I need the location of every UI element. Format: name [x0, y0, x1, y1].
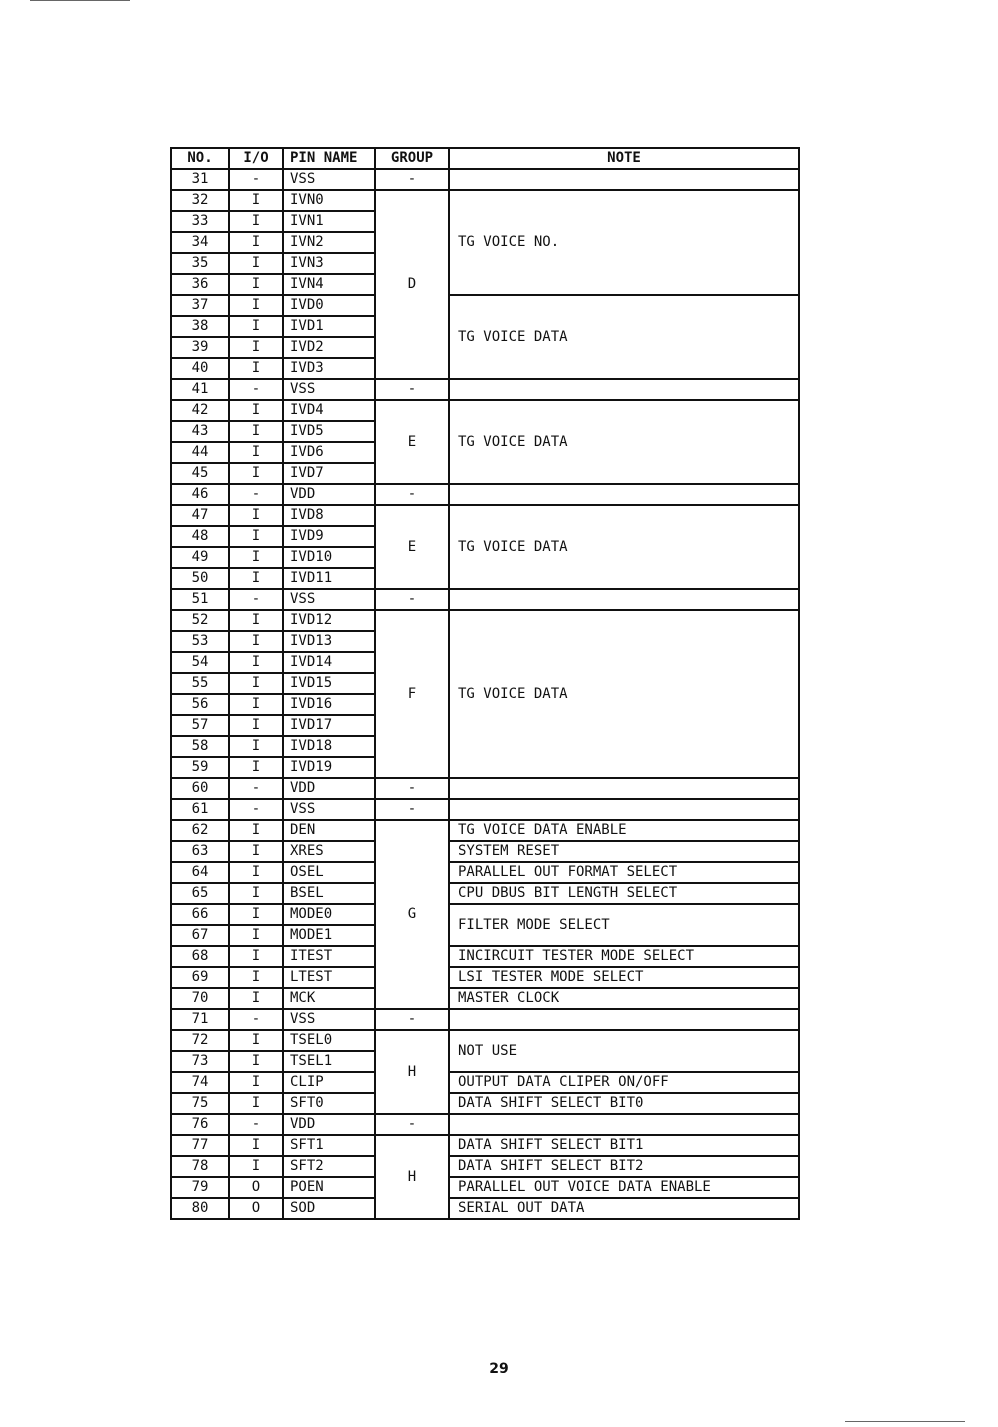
- pin-name-cell: TSEL0: [283, 1030, 375, 1051]
- io-cell: I: [229, 1156, 283, 1177]
- io-cell: I: [229, 673, 283, 694]
- table-row: [171, 778, 799, 799]
- note-cell: LSI TESTER MODE SELECT: [449, 967, 799, 988]
- table-row: [171, 1198, 799, 1219]
- pin-number-cell: 76: [171, 1114, 229, 1135]
- group-cell: -: [375, 589, 449, 610]
- note-cell: FILTER MODE SELECT: [449, 904, 799, 946]
- io-cell: I: [229, 757, 283, 778]
- io-cell: I: [229, 694, 283, 715]
- pin-number-cell: 38: [171, 316, 229, 337]
- note-cell: TG VOICE NO.: [449, 190, 799, 295]
- io-cell: I: [229, 1051, 283, 1072]
- pin-number-cell: 48: [171, 526, 229, 547]
- pin-name-cell: IVN1: [283, 211, 375, 232]
- pin-number-cell: 75: [171, 1093, 229, 1114]
- io-cell: I: [229, 736, 283, 757]
- pin-number-cell: 58: [171, 736, 229, 757]
- page-number: 29: [489, 1361, 509, 1377]
- note-cell: [449, 778, 799, 799]
- table-row: [171, 904, 799, 925]
- pin-number-cell: 43: [171, 421, 229, 442]
- io-cell: I: [229, 316, 283, 337]
- table-row: [171, 988, 799, 1009]
- io-cell: I: [229, 190, 283, 211]
- pin-name-cell: IVD14: [283, 652, 375, 673]
- io-cell: I: [229, 925, 283, 946]
- io-cell: I: [229, 904, 283, 925]
- bottom-rule: [845, 1421, 965, 1422]
- table-row: [171, 190, 799, 211]
- io-cell: I: [229, 1072, 283, 1093]
- pin-name-cell: MCK: [283, 988, 375, 1009]
- table-row: [171, 1156, 799, 1177]
- pin-number-cell: 59: [171, 757, 229, 778]
- io-cell: I: [229, 946, 283, 967]
- pin-number-cell: 77: [171, 1135, 229, 1156]
- table-row: [171, 589, 799, 610]
- pin-name-cell: IVD15: [283, 673, 375, 694]
- table-header-row: [171, 148, 799, 169]
- group-cell: E: [375, 400, 449, 484]
- pin-number-cell: 67: [171, 925, 229, 946]
- pin-name-cell: IVD4: [283, 400, 375, 421]
- io-cell: I: [229, 967, 283, 988]
- pin-name-cell: IVD2: [283, 337, 375, 358]
- pin-number-cell: 54: [171, 652, 229, 673]
- table-row: [171, 799, 799, 820]
- io-cell: I: [229, 526, 283, 547]
- group-cell: -: [375, 484, 449, 505]
- io-cell: I: [229, 337, 283, 358]
- note-cell: TG VOICE DATA: [449, 400, 799, 484]
- pin-name-cell: IVD17: [283, 715, 375, 736]
- table-row: [171, 505, 799, 526]
- io-cell: I: [229, 463, 283, 484]
- pin-name-cell: XRES: [283, 841, 375, 862]
- note-cell: [449, 484, 799, 505]
- pin-name-cell: IVD7: [283, 463, 375, 484]
- pin-name-cell: VSS: [283, 379, 375, 400]
- table-row: [171, 610, 799, 631]
- pin-table: [170, 147, 800, 1220]
- pin-name-cell: IVD9: [283, 526, 375, 547]
- group-cell: G: [375, 820, 449, 1009]
- header-pin-name: PIN NAME: [283, 148, 375, 169]
- pin-number-cell: 70: [171, 988, 229, 1009]
- pin-name-cell: IVD8: [283, 505, 375, 526]
- table-row: [171, 1030, 799, 1051]
- io-cell: O: [229, 1177, 283, 1198]
- pin-name-cell: SFT0: [283, 1093, 375, 1114]
- note-cell: TG VOICE DATA: [449, 610, 799, 778]
- note-cell: [449, 1114, 799, 1135]
- pin-number-cell: 47: [171, 505, 229, 526]
- pin-number-cell: 74: [171, 1072, 229, 1093]
- io-cell: I: [229, 610, 283, 631]
- io-cell: I: [229, 358, 283, 379]
- note-cell: SERIAL OUT DATA: [449, 1198, 799, 1219]
- pin-number-cell: 56: [171, 694, 229, 715]
- pin-name-cell: LTEST: [283, 967, 375, 988]
- io-cell: -: [229, 484, 283, 505]
- pin-number-cell: 35: [171, 253, 229, 274]
- pin-number-cell: 33: [171, 211, 229, 232]
- note-cell: [449, 379, 799, 400]
- io-cell: I: [229, 568, 283, 589]
- note-cell: CPU DBUS BIT LENGTH SELECT: [449, 883, 799, 904]
- pin-number-cell: 44: [171, 442, 229, 463]
- io-cell: I: [229, 862, 283, 883]
- pin-number-cell: 55: [171, 673, 229, 694]
- note-cell: OUTPUT DATA CLIPER ON/OFF: [449, 1072, 799, 1093]
- note-cell: TG VOICE DATA ENABLE: [449, 820, 799, 841]
- table-row: [171, 484, 799, 505]
- note-cell: INCIRCUIT TESTER MODE SELECT: [449, 946, 799, 967]
- pin-name-cell: IVD1: [283, 316, 375, 337]
- group-cell: -: [375, 169, 449, 190]
- pin-name-cell: VSS: [283, 1009, 375, 1030]
- pin-name-cell: IVD12: [283, 610, 375, 631]
- note-cell: [449, 169, 799, 190]
- pin-number-cell: 61: [171, 799, 229, 820]
- note-cell: DATA SHIFT SELECT BIT0: [449, 1093, 799, 1114]
- pin-number-cell: 53: [171, 631, 229, 652]
- note-cell: DATA SHIFT SELECT BIT1: [449, 1135, 799, 1156]
- pin-number-cell: 68: [171, 946, 229, 967]
- group-cell: D: [375, 190, 449, 379]
- io-cell: -: [229, 1009, 283, 1030]
- table-row: [171, 1177, 799, 1198]
- pin-number-cell: 36: [171, 274, 229, 295]
- pin-number-cell: 79: [171, 1177, 229, 1198]
- pin-number-cell: 50: [171, 568, 229, 589]
- pin-name-cell: VSS: [283, 169, 375, 190]
- pin-number-cell: 40: [171, 358, 229, 379]
- io-cell: I: [229, 652, 283, 673]
- table-row: [171, 1114, 799, 1135]
- pin-name-cell: IVN2: [283, 232, 375, 253]
- group-cell: F: [375, 610, 449, 778]
- io-cell: I: [229, 715, 283, 736]
- pin-number-cell: 72: [171, 1030, 229, 1051]
- note-cell: MASTER CLOCK: [449, 988, 799, 1009]
- io-cell: I: [229, 883, 283, 904]
- io-cell: -: [229, 1114, 283, 1135]
- pin-name-cell: IVD10: [283, 547, 375, 568]
- pin-name-cell: ITEST: [283, 946, 375, 967]
- group-cell: -: [375, 1009, 449, 1030]
- pin-name-cell: IVD18: [283, 736, 375, 757]
- group-cell: -: [375, 1114, 449, 1135]
- pin-number-cell: 73: [171, 1051, 229, 1072]
- pin-name-cell: MODE1: [283, 925, 375, 946]
- pin-name-cell: IVD13: [283, 631, 375, 652]
- header-group: GROUP: [375, 148, 449, 169]
- pin-name-cell: IVN4: [283, 274, 375, 295]
- group-cell: H: [375, 1135, 449, 1219]
- pin-name-cell: IVD3: [283, 358, 375, 379]
- top-rule: [30, 0, 130, 1]
- note-cell: DATA SHIFT SELECT BIT2: [449, 1156, 799, 1177]
- pin-number-cell: 51: [171, 589, 229, 610]
- pin-number-cell: 32: [171, 190, 229, 211]
- pin-name-cell: VSS: [283, 799, 375, 820]
- pin-name-cell: IVD0: [283, 295, 375, 316]
- table-row: [171, 1009, 799, 1030]
- table-row: [171, 1135, 799, 1156]
- pin-number-cell: 71: [171, 1009, 229, 1030]
- pin-number-cell: 63: [171, 841, 229, 862]
- pin-number-cell: 41: [171, 379, 229, 400]
- note-cell: TG VOICE DATA: [449, 295, 799, 379]
- pin-number-cell: 62: [171, 820, 229, 841]
- pin-name-cell: IVD6: [283, 442, 375, 463]
- pin-number-cell: 64: [171, 862, 229, 883]
- pin-table-body: [171, 169, 799, 1219]
- io-cell: I: [229, 841, 283, 862]
- pin-name-cell: IVD5: [283, 421, 375, 442]
- table-row: [171, 1093, 799, 1114]
- io-cell: I: [229, 631, 283, 652]
- io-cell: I: [229, 547, 283, 568]
- pin-number-cell: 65: [171, 883, 229, 904]
- pin-name-cell: SFT1: [283, 1135, 375, 1156]
- io-cell: I: [229, 820, 283, 841]
- pin-name-cell: IVD16: [283, 694, 375, 715]
- pin-name-cell: SFT2: [283, 1156, 375, 1177]
- pin-number-cell: 45: [171, 463, 229, 484]
- group-cell: E: [375, 505, 449, 589]
- pin-name-cell: DEN: [283, 820, 375, 841]
- pin-name-cell: IVD11: [283, 568, 375, 589]
- io-cell: I: [229, 442, 283, 463]
- pin-number-cell: 69: [171, 967, 229, 988]
- io-cell: -: [229, 169, 283, 190]
- note-cell: [449, 1009, 799, 1030]
- note-cell: SYSTEM RESET: [449, 841, 799, 862]
- table-row: [171, 862, 799, 883]
- io-cell: I: [229, 505, 283, 526]
- table-row: [171, 841, 799, 862]
- header-no: NO.: [171, 148, 229, 169]
- io-cell: I: [229, 1093, 283, 1114]
- pin-name-cell: IVD19: [283, 757, 375, 778]
- pin-number-cell: 39: [171, 337, 229, 358]
- note-cell: TG VOICE DATA: [449, 505, 799, 589]
- pin-number-cell: 31: [171, 169, 229, 190]
- io-cell: I: [229, 211, 283, 232]
- pin-name-cell: POEN: [283, 1177, 375, 1198]
- note-cell: [449, 589, 799, 610]
- table-row: [171, 400, 799, 421]
- pin-number-cell: 46: [171, 484, 229, 505]
- pin-name-cell: SOD: [283, 1198, 375, 1219]
- group-cell: H: [375, 1030, 449, 1114]
- io-cell: I: [229, 274, 283, 295]
- table-row: [171, 169, 799, 190]
- pin-name-cell: CLIP: [283, 1072, 375, 1093]
- table-row: [171, 820, 799, 841]
- io-cell: I: [229, 988, 283, 1009]
- table-row: [171, 1072, 799, 1093]
- table-row: [171, 295, 799, 316]
- note-cell: NOT USE: [449, 1030, 799, 1072]
- pin-name-cell: OSEL: [283, 862, 375, 883]
- header-io: I/O: [229, 148, 283, 169]
- table-row: [171, 946, 799, 967]
- pin-name-cell: VDD: [283, 484, 375, 505]
- io-cell: -: [229, 589, 283, 610]
- note-cell: PARALLEL OUT VOICE DATA ENABLE: [449, 1177, 799, 1198]
- io-cell: I: [229, 253, 283, 274]
- io-cell: -: [229, 379, 283, 400]
- pin-name-cell: VSS: [283, 589, 375, 610]
- pin-number-cell: 34: [171, 232, 229, 253]
- pin-number-cell: 37: [171, 295, 229, 316]
- pin-name-cell: VDD: [283, 1114, 375, 1135]
- pin-name-cell: BSEL: [283, 883, 375, 904]
- pin-name-cell: IVN0: [283, 190, 375, 211]
- pin-number-cell: 42: [171, 400, 229, 421]
- pin-name-cell: TSEL1: [283, 1051, 375, 1072]
- pin-number-cell: 78: [171, 1156, 229, 1177]
- pin-number-cell: 66: [171, 904, 229, 925]
- pin-name-cell: MODE0: [283, 904, 375, 925]
- group-cell: -: [375, 379, 449, 400]
- group-cell: -: [375, 778, 449, 799]
- header-note: NOTE: [449, 148, 799, 169]
- pin-number-cell: 49: [171, 547, 229, 568]
- pin-name-cell: VDD: [283, 778, 375, 799]
- io-cell: I: [229, 421, 283, 442]
- io-cell: I: [229, 232, 283, 253]
- note-cell: [449, 799, 799, 820]
- io-cell: I: [229, 400, 283, 421]
- pin-number-cell: 57: [171, 715, 229, 736]
- table-row: [171, 967, 799, 988]
- pin-number-cell: 52: [171, 610, 229, 631]
- io-cell: I: [229, 1030, 283, 1051]
- table-row: [171, 883, 799, 904]
- io-cell: I: [229, 1135, 283, 1156]
- pin-number-cell: 60: [171, 778, 229, 799]
- pin-number-cell: 80: [171, 1198, 229, 1219]
- pin-name-cell: IVN3: [283, 253, 375, 274]
- io-cell: O: [229, 1198, 283, 1219]
- note-cell: PARALLEL OUT FORMAT SELECT: [449, 862, 799, 883]
- io-cell: -: [229, 778, 283, 799]
- group-cell: -: [375, 799, 449, 820]
- table-row: [171, 379, 799, 400]
- io-cell: I: [229, 295, 283, 316]
- io-cell: -: [229, 799, 283, 820]
